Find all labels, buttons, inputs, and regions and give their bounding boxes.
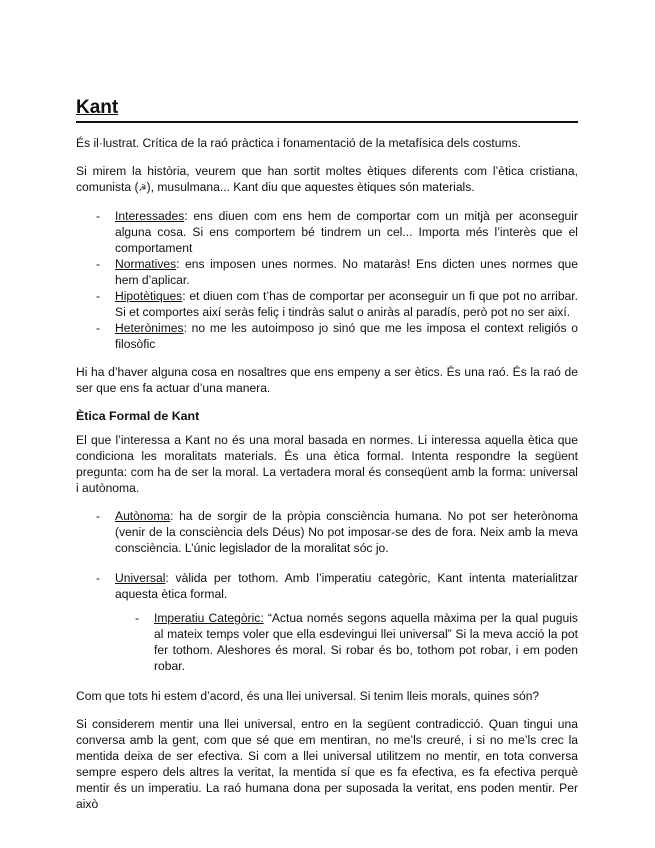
- list-item-text: : ens imposen unes normes. No mataràs! Ens dicten unes normes que hem d’aplicar.: [115, 257, 578, 287]
- list-item-term: Autònoma: [115, 509, 171, 523]
- sub-list-item-text: “Actua només segons aquella màxima per la qual puguis al mateix temps voler que ella esdevingui llei universal” Si la meva acció la pot fer tothom. Aleshores és moral. Si robar és bo, tothom pot robar, i em poden robar.: [154, 611, 578, 673]
- list-item: [76, 288, 578, 320]
- history-text-before: Si mirem la història, veurem que han sortit moltes ètiques diferents com l’ètica cristiana, comunista (: [76, 164, 578, 194]
- list-item: [76, 208, 578, 256]
- material-ethics-list: [76, 208, 578, 352]
- list-item: [76, 256, 578, 288]
- list-item-term: Hipotètiques: [115, 289, 183, 303]
- list-item-text: : ha de sorgir de la pròpia consciència humana. No pot ser heterònoma (venir de la consciència dels Déus) No pot imposar-se des de fora. Neix amb la meva consciència. L’únic legislador de la moralitat sóc jo.: [115, 509, 578, 555]
- formal-paragraph: El que l’interessa a Kant no és una moral basada en normes. Li interessa aquella ètica que condiciona les moralitats materials. És una ètica formal. Intenta respondre la següent pregunta: com ha de ser la moral. La vertadera moral és conseqüent amb la forma: universal i autònoma.: [76, 433, 578, 495]
- intro-paragraph: És il·lustrat. Crítica de la raó pràctica i fonamentació de la metafísica dels costums.: [76, 136, 521, 150]
- lying-paragraph: Si considerem mentir una llei universal, entro en la següent contradicció. Quan tingui una conversa amb la gent, com que sé que em mentiran, no me’ls creuré, i si no me’ls crec la mentida deixa de ser efectiva. Si com a llei universal utilitzem no mentir, en tota conversa sempre espero dels altres la veritat, la mentida sí que es fa efectiva, es fa efectiva perquè mentir és un imperatiu. La raó humana dona per suposada la veritat, ens poden mentir. Per això: [76, 717, 578, 811]
- list-item-text: : no me les autoimposo jo sinó que me les imposa el context religiós o filosòfic: [115, 321, 578, 351]
- list-item-term: Interessades: [115, 209, 185, 223]
- question-paragraph: Com que tots hi estem d’acord, és una llei universal. Si tenim lleis morals, quines són?: [76, 689, 540, 703]
- list-item-text: : et diuen com t’has de comportar per aconseguir un fi que pot no arribar. Si et comportes així seràs feliç i tindràs salut o aniràs al paradís, però pot no ser així.: [115, 289, 578, 319]
- list-item-term: Universal: [115, 571, 166, 585]
- section-heading: Ètica Formal de Kant: [76, 409, 200, 423]
- document-page: [76, 96, 578, 824]
- list-item-text: : ens diuen com ens hem de comportar com un mitjà per aconseguir alguna cosa. Si ens comportem bé tindrem un cel... Importa més l’interès que el comportament: [115, 209, 578, 255]
- list-item: [76, 508, 578, 556]
- list-item: [76, 570, 578, 674]
- formal-ethics-list: [76, 508, 578, 674]
- sub-list-item-term: Imperatiu Categòric:: [154, 611, 264, 625]
- list-item: [76, 320, 578, 352]
- page-title: Kant: [76, 96, 578, 123]
- reason-paragraph: Hi ha d’haver alguna cosa en nosaltres que ens empeny a ser ètics. És una raó. És la raó de ser que ens fa actuar d’una manera.: [76, 365, 578, 395]
- history-paragraph: [76, 163, 578, 196]
- sub-list-item: [115, 610, 578, 674]
- history-text-after: ), musulmana... Kant diu que aquestes ètiques són materials.: [146, 180, 475, 194]
- list-item-text: : vàlida per tothom. Amb l’imperatiu categòric, Kant intenta materialitzar aquesta ètica formal.: [115, 571, 578, 601]
- hammer-sickle-icon: ☭: [138, 183, 147, 193]
- list-item-term: Heterònimes: [115, 321, 184, 335]
- list-item-term: Normatives: [115, 257, 177, 271]
- sub-list: [115, 610, 578, 674]
